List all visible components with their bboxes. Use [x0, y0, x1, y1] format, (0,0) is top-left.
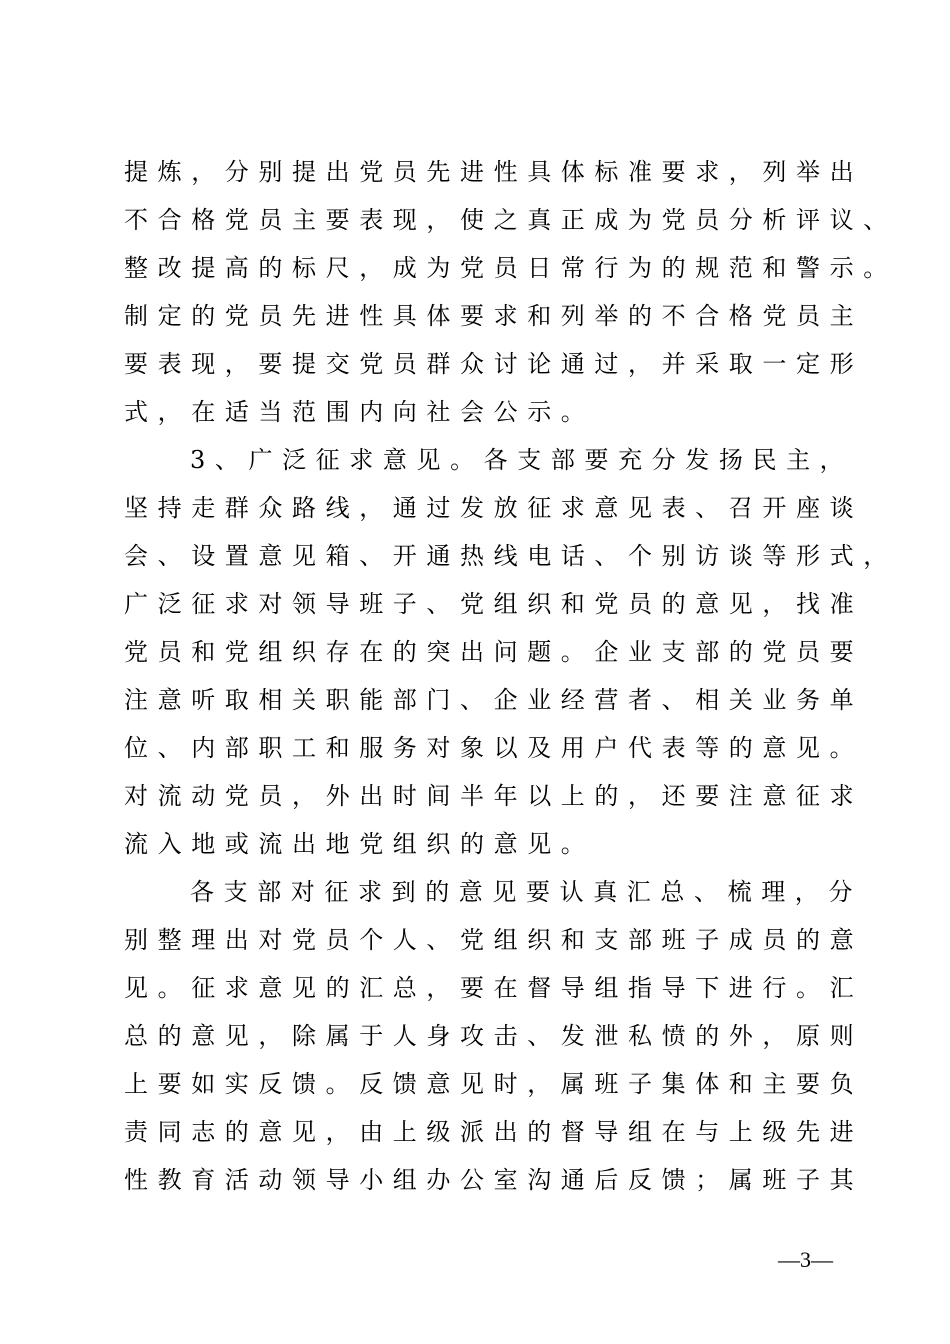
text-line: 式，在适当范围内向社会公示。 [124, 398, 595, 426]
text-line: 坚持走群众路线，通过发放征求意见表、召开座谈 [124, 494, 864, 522]
text-line: 提炼，分别提出党员先进性具体标准要求，列举出 [124, 158, 864, 186]
text-line: 上要如实反馈。反馈意见时，属班子集体和主要负 [124, 1070, 864, 1098]
text-line: 别整理出对党员个人、党组织和支部班子成员的意 [124, 926, 864, 954]
paragraph-start-line: 各支部对征求到的意见要认真汇总、梳理，分 [190, 878, 862, 906]
text-line: 整改提高的标尺，成为党员日常行为的规范和警示。 [124, 254, 897, 282]
text-line: 会、设置意见箱、开通热线电话、个别访谈等形式， [124, 542, 897, 570]
text-line: 对流动党员，外出时间半年以上的，还要注意征求 [124, 782, 864, 810]
text-line: 注意听取相关职能部门、企业经营者、相关业务单 [124, 686, 864, 714]
text-line: 位、内部职工和服务对象以及用户代表等的意见。 [124, 734, 864, 762]
text-line: 流入地或流出地党组织的意见。 [124, 830, 595, 858]
text-line: 见。征求意见的汇总，要在督导组指导下进行。汇 [124, 974, 864, 1002]
text-line: 不合格党员主要表现，使之真正成为党员分析评议、 [124, 206, 897, 234]
text-line: 责同志的意见，由上级派出的督导组在与上级先进 [124, 1118, 864, 1146]
text-line: 性教育活动领导小组办公室沟通后反馈；属班子其 [124, 1166, 864, 1194]
text-line: 要表现，要提交党员群众讨论通过，并采取一定形 [124, 350, 864, 378]
document-body [124, 148, 897, 1204]
text-line: 党员和党组织存在的突出问题。企业支部的党员要 [124, 638, 864, 666]
text-line: 总的意见，除属于人身攻击、发泄私愤的外，原则 [124, 1022, 864, 1050]
text-line: 制定的党员先进性具体要求和列举的不合格党员主 [124, 302, 864, 330]
page-number: —3— [778, 1247, 833, 1272]
text-line: 广泛征求对领导班子、党组织和党员的意见，找准 [124, 590, 864, 618]
section-heading-line: 3、广泛征求意见。各支部要充分发扬民主， [190, 446, 854, 474]
